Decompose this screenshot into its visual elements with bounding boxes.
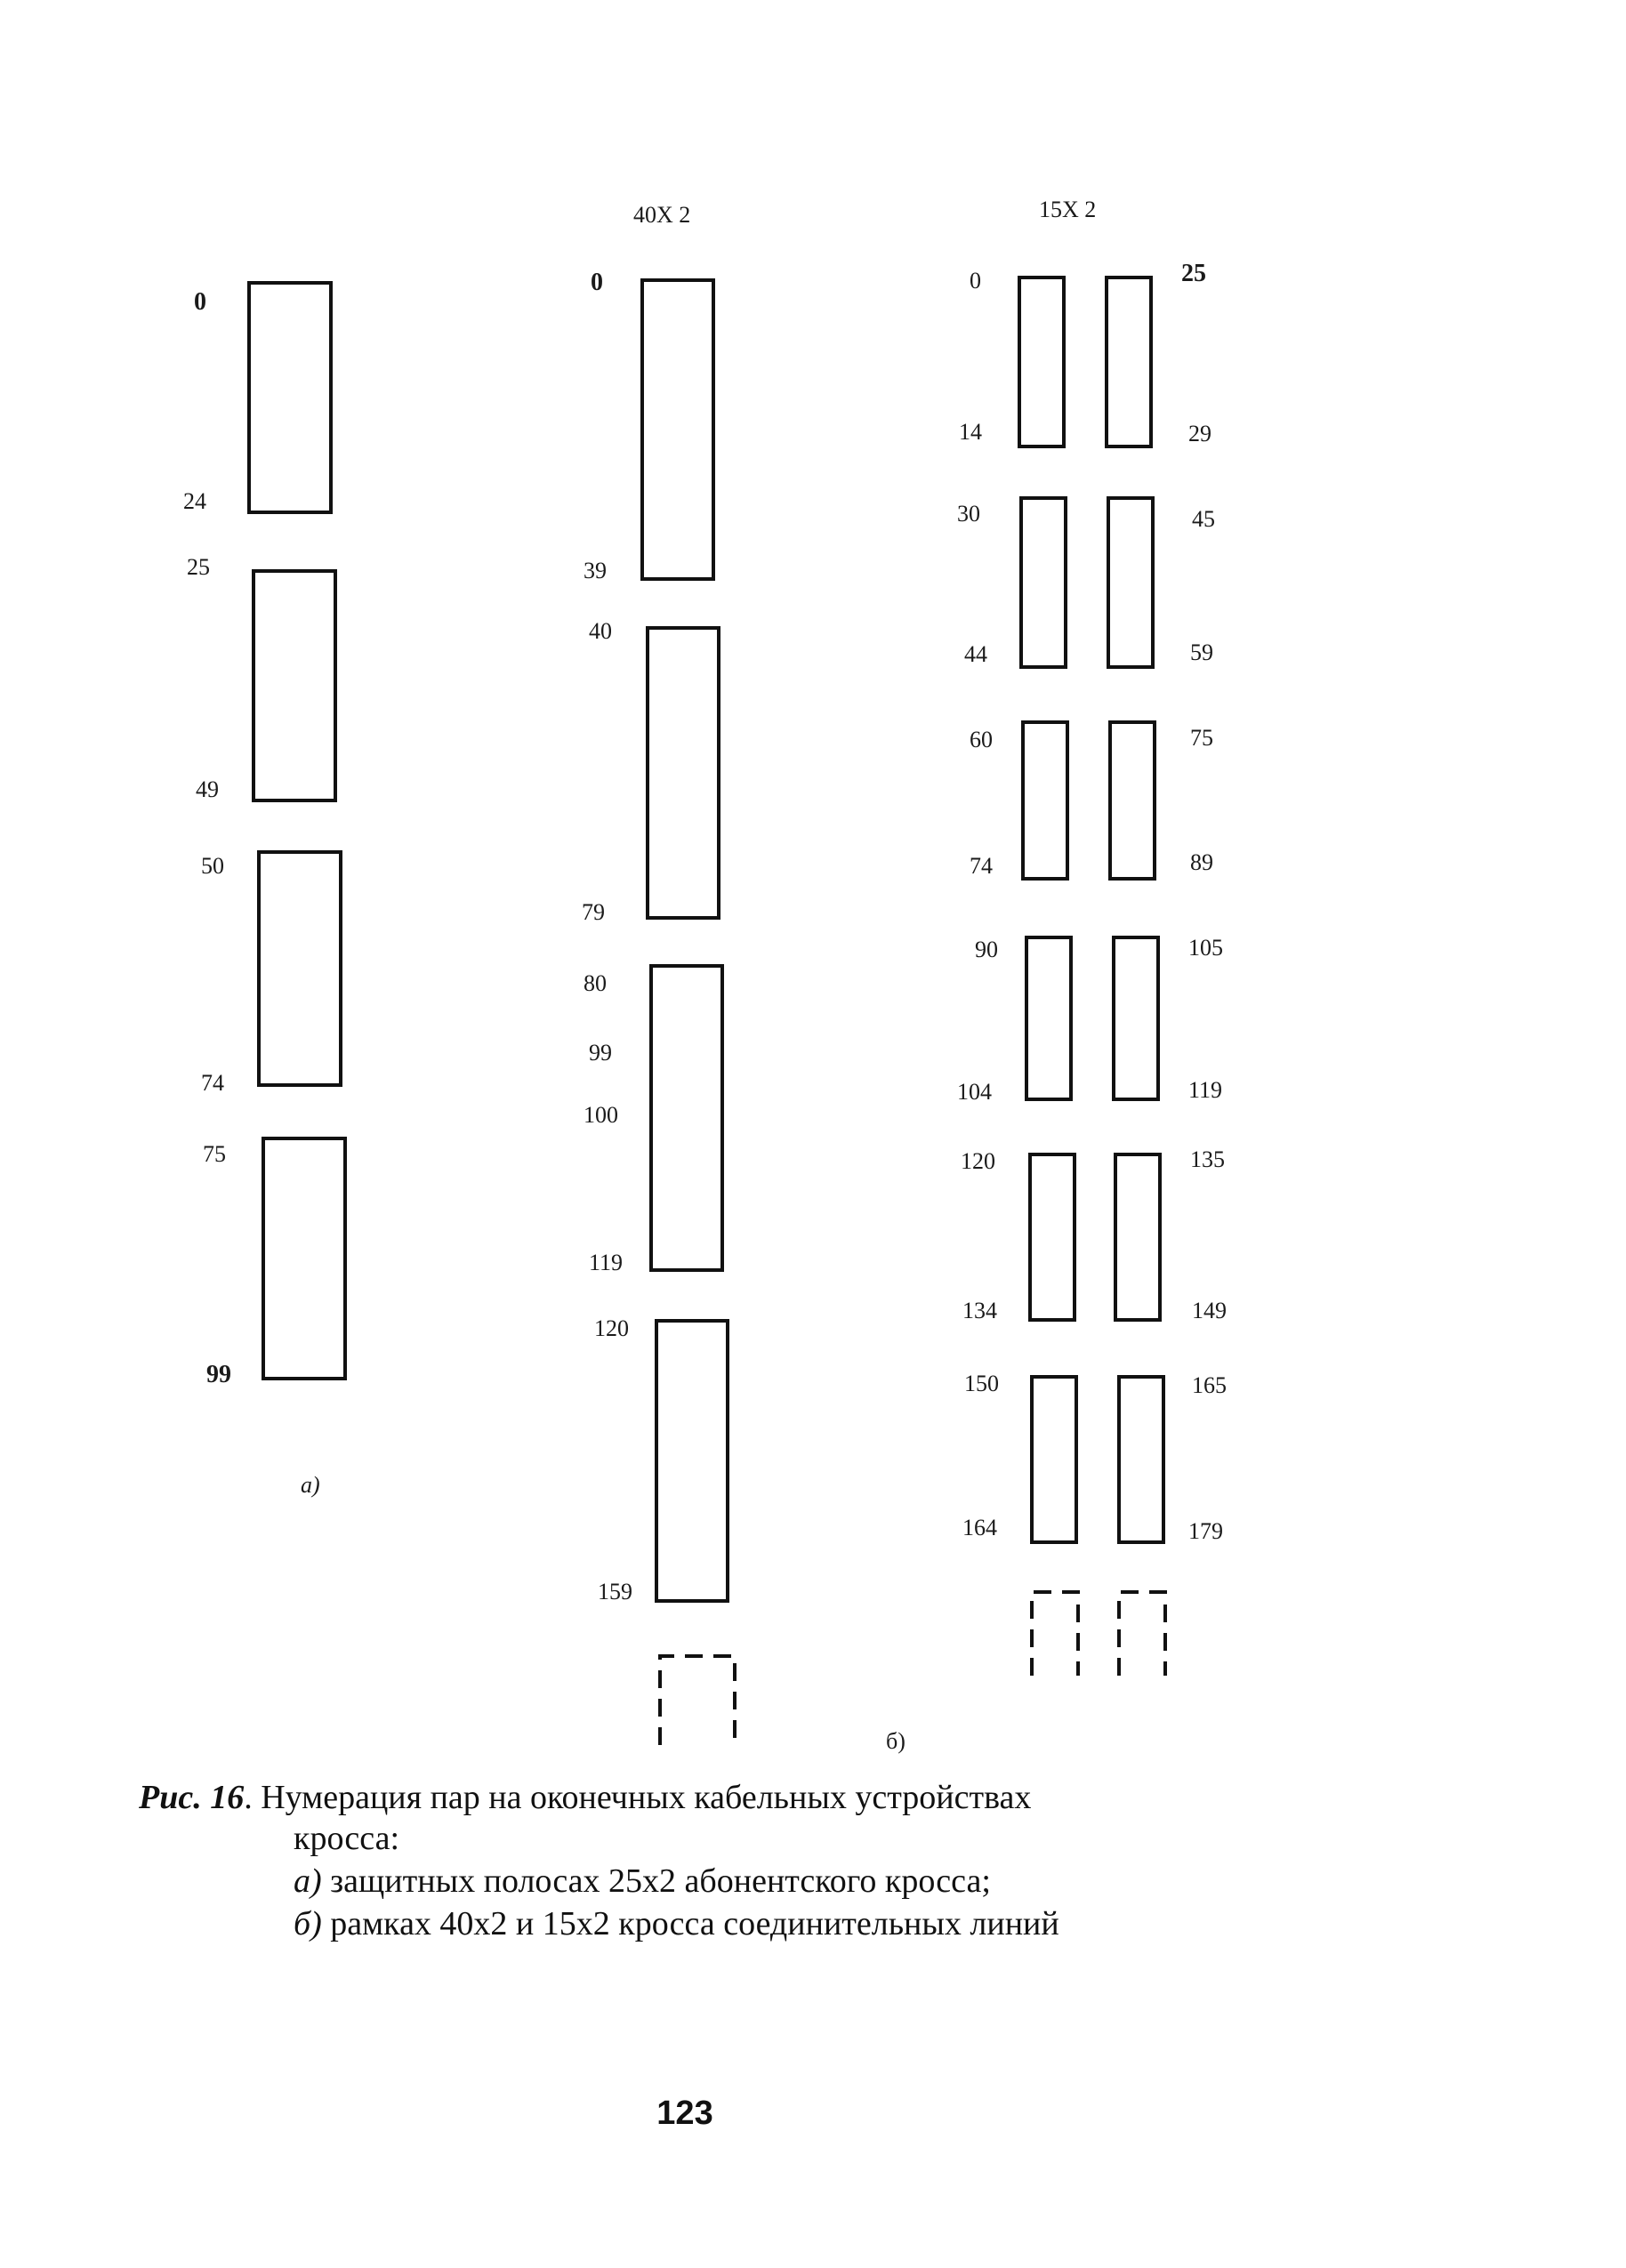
strip-a-4 [263,1138,345,1379]
caption-line-3 [294,1861,991,1902]
strip-a-1 [249,283,331,512]
strip-a-label: 99 [206,1361,231,1388]
frame-40x2-continuation [660,1656,735,1745]
frame-15x2-left-label: 30 [957,501,980,527]
frame-15x2-left-block-4 [1026,937,1071,1099]
strip-a-label: 75 [203,1141,226,1167]
frame-40x2-label: 40 [589,618,612,644]
frame-15x2-right-block-5 [1115,1154,1160,1320]
frame-15x2-right-label: 89 [1190,849,1213,875]
frame-15x2-right-label: 179 [1188,1518,1223,1544]
caption-text-3: защитных полосах 25x2 абонентского кросса; [321,1862,991,1900]
frame-15x2-right-label: 105 [1188,935,1223,961]
frame-40x2-label: 79 [582,899,605,925]
frame-15x2-left-block-6 [1032,1377,1076,1542]
caption-text-1: . Нумерация пар на оконечных кабельных устройствах [244,1779,1032,1816]
frame-40x2-block-3 [651,966,722,1270]
frame-40x2-group [582,269,735,1745]
frame-15x2-left-label: 104 [957,1079,992,1105]
frame-40x2-label: 99 [589,1040,612,1066]
strip-a-label: 74 [201,1070,224,1096]
frame-15x2-right-label: 165 [1192,1372,1227,1398]
frame-15x2-right-label: 149 [1192,1298,1227,1323]
frame-40x2-label: 100 [584,1102,618,1128]
strip-a-label: 0 [194,288,206,316]
frame-15x2-right-block-4 [1114,937,1158,1099]
strip-a-label: 49 [196,776,219,802]
header-40x2: 40X 2 [633,202,691,228]
strip-a-2 [254,571,335,800]
frame-40x2-label: 80 [584,970,607,996]
caption-marker-a: а) [294,1862,322,1900]
frame-15x2-group [957,260,1227,1676]
frame-15x2-right-label: 75 [1190,725,1213,751]
frame-15x2-right-label: 59 [1190,639,1213,665]
frame-15x2-left-label: 74 [970,853,993,879]
strip-a-label: 25 [187,554,210,580]
strip-a-label: 50 [201,853,224,879]
frame-15x2-right-block-3 [1110,722,1155,879]
caption-text-4: рамках 40x2 и 15x2 кросса соединительных линий [321,1905,1059,1942]
frame-40x2-label: 159 [598,1579,632,1604]
frame-15x2-left-block-1 [1019,277,1064,446]
frame-15x2-right-block-6 [1119,1377,1163,1542]
frame-40x2-block-1 [642,280,713,579]
caption-text-2: кросса: [294,1820,400,1857]
frame-15x2-right-label: 29 [1188,421,1211,446]
frame-15x2-left-block-5 [1030,1154,1075,1320]
frame-15x2-right-block-2 [1108,498,1153,667]
frame-15x2-left-label: 164 [962,1515,997,1540]
figure-label: Рис. 16 [139,1779,245,1816]
page-number: 123 [656,2095,713,2132]
strip-a-3 [259,852,341,1085]
frame-15x2-right-block-1 [1107,277,1151,446]
header-15x2: 15X 2 [1039,197,1097,222]
frame-15x2-left-label: 150 [964,1371,999,1396]
frame-15x2-left-block-3 [1023,722,1067,879]
frame-15x2-left-label: 90 [975,937,998,962]
frame-15x2-left-block-2 [1021,498,1066,667]
frame-40x2-block-4 [656,1321,728,1601]
caption-line-1 [139,1777,1031,1818]
frame-40x2-label: 120 [594,1315,629,1341]
frame-40x2-label: 119 [589,1250,624,1275]
caption-line-4 [294,1903,1059,1944]
frame-15x2-right-label: 119 [1188,1077,1223,1103]
frame-15x2-left-label: 14 [959,419,982,445]
subfigure-b-label: б) [886,1728,906,1754]
caption-line-2 [294,1818,399,1859]
frame-15x2-left-label: 60 [970,727,993,752]
strip-a-label: 24 [183,488,206,514]
frame-15x2-left-label: 0 [970,268,981,294]
frame-15x2-right-continuation [1119,1592,1165,1676]
frame-40x2-label: 0 [591,269,603,296]
frame-15x2-right-label: 25 [1181,260,1206,287]
frame-15x2-left-label: 134 [962,1298,997,1323]
frame-15x2-left-label: 120 [961,1148,995,1174]
subfigure-a-label: а) [301,1472,320,1498]
frame-40x2-label: 39 [584,558,607,583]
frame-15x2-left-label: 44 [964,641,987,667]
frame-40x2-block-2 [648,628,719,918]
frame-15x2-right-label: 45 [1192,506,1215,532]
frame-15x2-right-label: 135 [1190,1146,1225,1172]
caption-marker-b: б) [294,1905,322,1942]
strip-group-a [183,283,345,1498]
frame-15x2-left-continuation [1032,1592,1078,1676]
